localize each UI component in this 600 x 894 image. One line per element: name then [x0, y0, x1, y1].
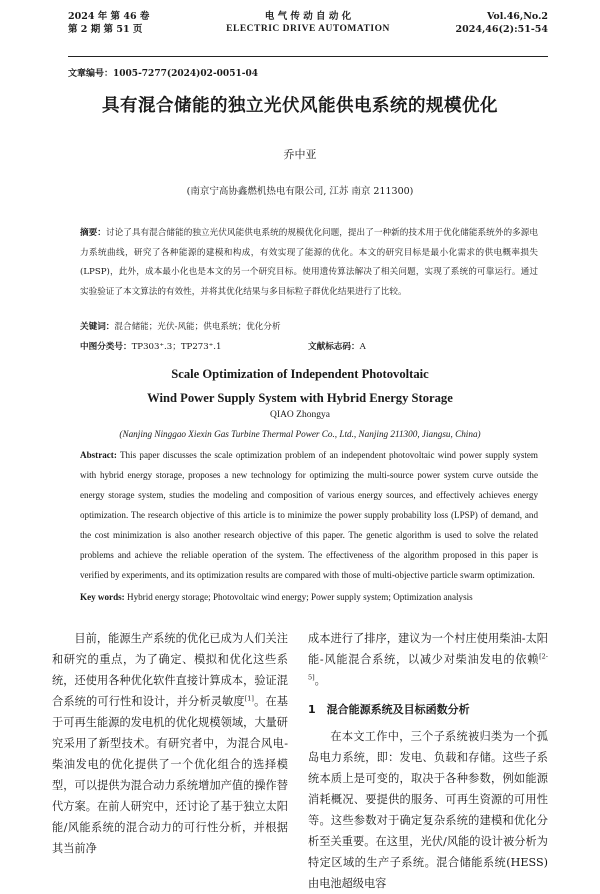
paper-title-cn: 具有混合储能的独立光伏风能供电系统的规模优化	[102, 96, 498, 116]
paper-title-en-line1: Scale Optimization of Independent Photovoltaic	[171, 367, 429, 381]
clc-number	[80, 342, 221, 352]
clc-label: 中图分类号：	[80, 342, 132, 352]
body-right-column	[308, 628, 548, 894]
body-left-text: 目前，能源生产系统的优化已成为人们关注和研究的重点，为了确定、模拟和优化这些系统，还使用各种优化软件直接计算成本，验证混合系统的可行性和设计，并分析灵敏度	[52, 632, 288, 708]
affiliation-en: (Nanjing Ninggao Xiexin Gas Turbine Thermal Power Co., Ltd., Nanjing 211300, Jiangsu, China)	[119, 429, 481, 439]
doc-code-label: 文献标志码：	[308, 342, 360, 352]
keywords-en-text: Hybrid energy storage; Photovoltaic wind energy; Power supply system; Optimization analysis	[127, 592, 473, 602]
paper-title-en-line2: Wind Power Supply System with Hybrid Energy Storage	[147, 391, 453, 405]
abstract-en-text: This paper discusses the scale optimization problem of an independent photovoltaic wind power supply system with hybrid energy storage, proposes a new technology for optimizing the multi-source power system curve outside the energy storage system, studies the modeling and composition of various energy sources, and effectively achieves energy optimization. The research objective of this article is to minimize the power supply probability loss (LPSP) of demand, and the cost minimization is also another research objective of this paper. The genetic algorithm is used to solve the related problems and achieve the reliable operation of the system. The effectiveness of the algorithm proposed in this paper is verified by experiments, and its optimization results are compared with those of multi-objective particle swarm optimization.	[80, 450, 538, 580]
body-paragraph	[52, 628, 288, 859]
running-header	[68, 10, 548, 57]
keywords-en	[80, 592, 538, 602]
header-right-line2: 2024,46(2):51-54	[455, 24, 548, 35]
citation-ref: [2-5]	[308, 652, 548, 682]
header-left-line2: 第 2 期 第 51 页	[68, 24, 143, 35]
abstract-cn-text: 讨论了具有混合储能的独立光伏风能供电系统的规模优化问题，提出了一种新的技术用于优化储能系统外的多源电力系统曲线，研究了各种能源的建模和构成，有效实现了能源的优化。本文的研究目标是最小化需求的供电概率损失(LPSP)，此外，成本最小化也是本文的另一个研究目标。使用遗传算法解决了相关问题，实现了系统的可靠运行。通过实验验证了本文算法的有效性，并将其优化结果与多目标粒子群优化结果进行了比较。	[80, 228, 538, 297]
body-paragraph	[308, 726, 548, 894]
header-journal-cn: 电 气 传 动 自 动 化	[264, 11, 352, 22]
author-en: QIAO Zhongya	[270, 410, 330, 420]
header-citation	[456, 10, 548, 36]
header-left-line1: 2024 年 第 46 卷	[68, 11, 150, 22]
body-right-text-end: 。	[314, 674, 326, 687]
header-journal-en: ELECTRIC DRIVE AUTOMATION	[226, 24, 390, 34]
citation-ref: [1]	[244, 694, 254, 703]
affiliation-cn: (南京宁高协鑫燃机热电有限公司, 江苏 南京 211300)	[186, 186, 414, 197]
classification-row	[80, 340, 538, 352]
article-number-label: 文章编号：	[68, 69, 114, 79]
keywords-cn-label: 关键词：	[80, 322, 115, 332]
header-right-line1: Vol.46,No.2	[486, 11, 548, 22]
body-left-text-cont: 。在基于可再生能源的发电机的优化规模领域，大量研究采用了新型技术。有研究者中，为混合风电-柴油发电的优化提供了一个优化组合的选择模型，可以提供为混合动力系统增加产值的操作替代方案。在前人研究中，还讨论了基于独立太阳能/风能系统的混合动力的可行性分析，并根据其当前净	[52, 695, 288, 855]
section-heading: 1 混合能源系统及目标函数分析	[308, 703, 470, 716]
doc-code-value: A	[359, 342, 366, 352]
keywords-en-label: Key words:	[80, 592, 125, 602]
abstract-en-label: Abstract:	[80, 450, 117, 460]
body-right-text-2: 在本文工作中，三个子系统被归类为一个孤岛电力系统，即：发电、负载和存储。这些子系统本质上是可变的，取决于各种参数，例如能源消耗概况、要提供的服务、可再生资源的可用性等。这些参数对于确定复杂系统的建模和优化分析至关重要。在这里，光伏/风能的设计被分析为特定区域的生产子系统。混合储能系统(HESS)由电池超级电容	[308, 730, 548, 890]
article-number-value: 1005-7277(2024)02-0051-04	[113, 69, 258, 79]
abstract-en	[80, 445, 538, 585]
document-code	[308, 340, 366, 352]
body-paragraph	[308, 628, 548, 691]
body-left-column	[52, 628, 288, 859]
keywords-cn	[80, 320, 538, 332]
article-number	[68, 66, 258, 79]
body-right-text: 成本进行了排序，建议为一个村庄使用柴油-太阳能-风能混合系统，以减少对柴油发电的依赖	[308, 632, 548, 666]
keywords-cn-text: 混合储能；光伏-风能；供电系统；优化分析	[114, 322, 281, 332]
abstract-cn	[80, 224, 538, 302]
clc-value: TP303⁺.3；TP273⁺.1	[131, 342, 222, 352]
paper-title-en	[40, 362, 560, 410]
author-cn: 乔中亚	[283, 148, 317, 161]
abstract-cn-label: 摘要：	[80, 228, 106, 238]
